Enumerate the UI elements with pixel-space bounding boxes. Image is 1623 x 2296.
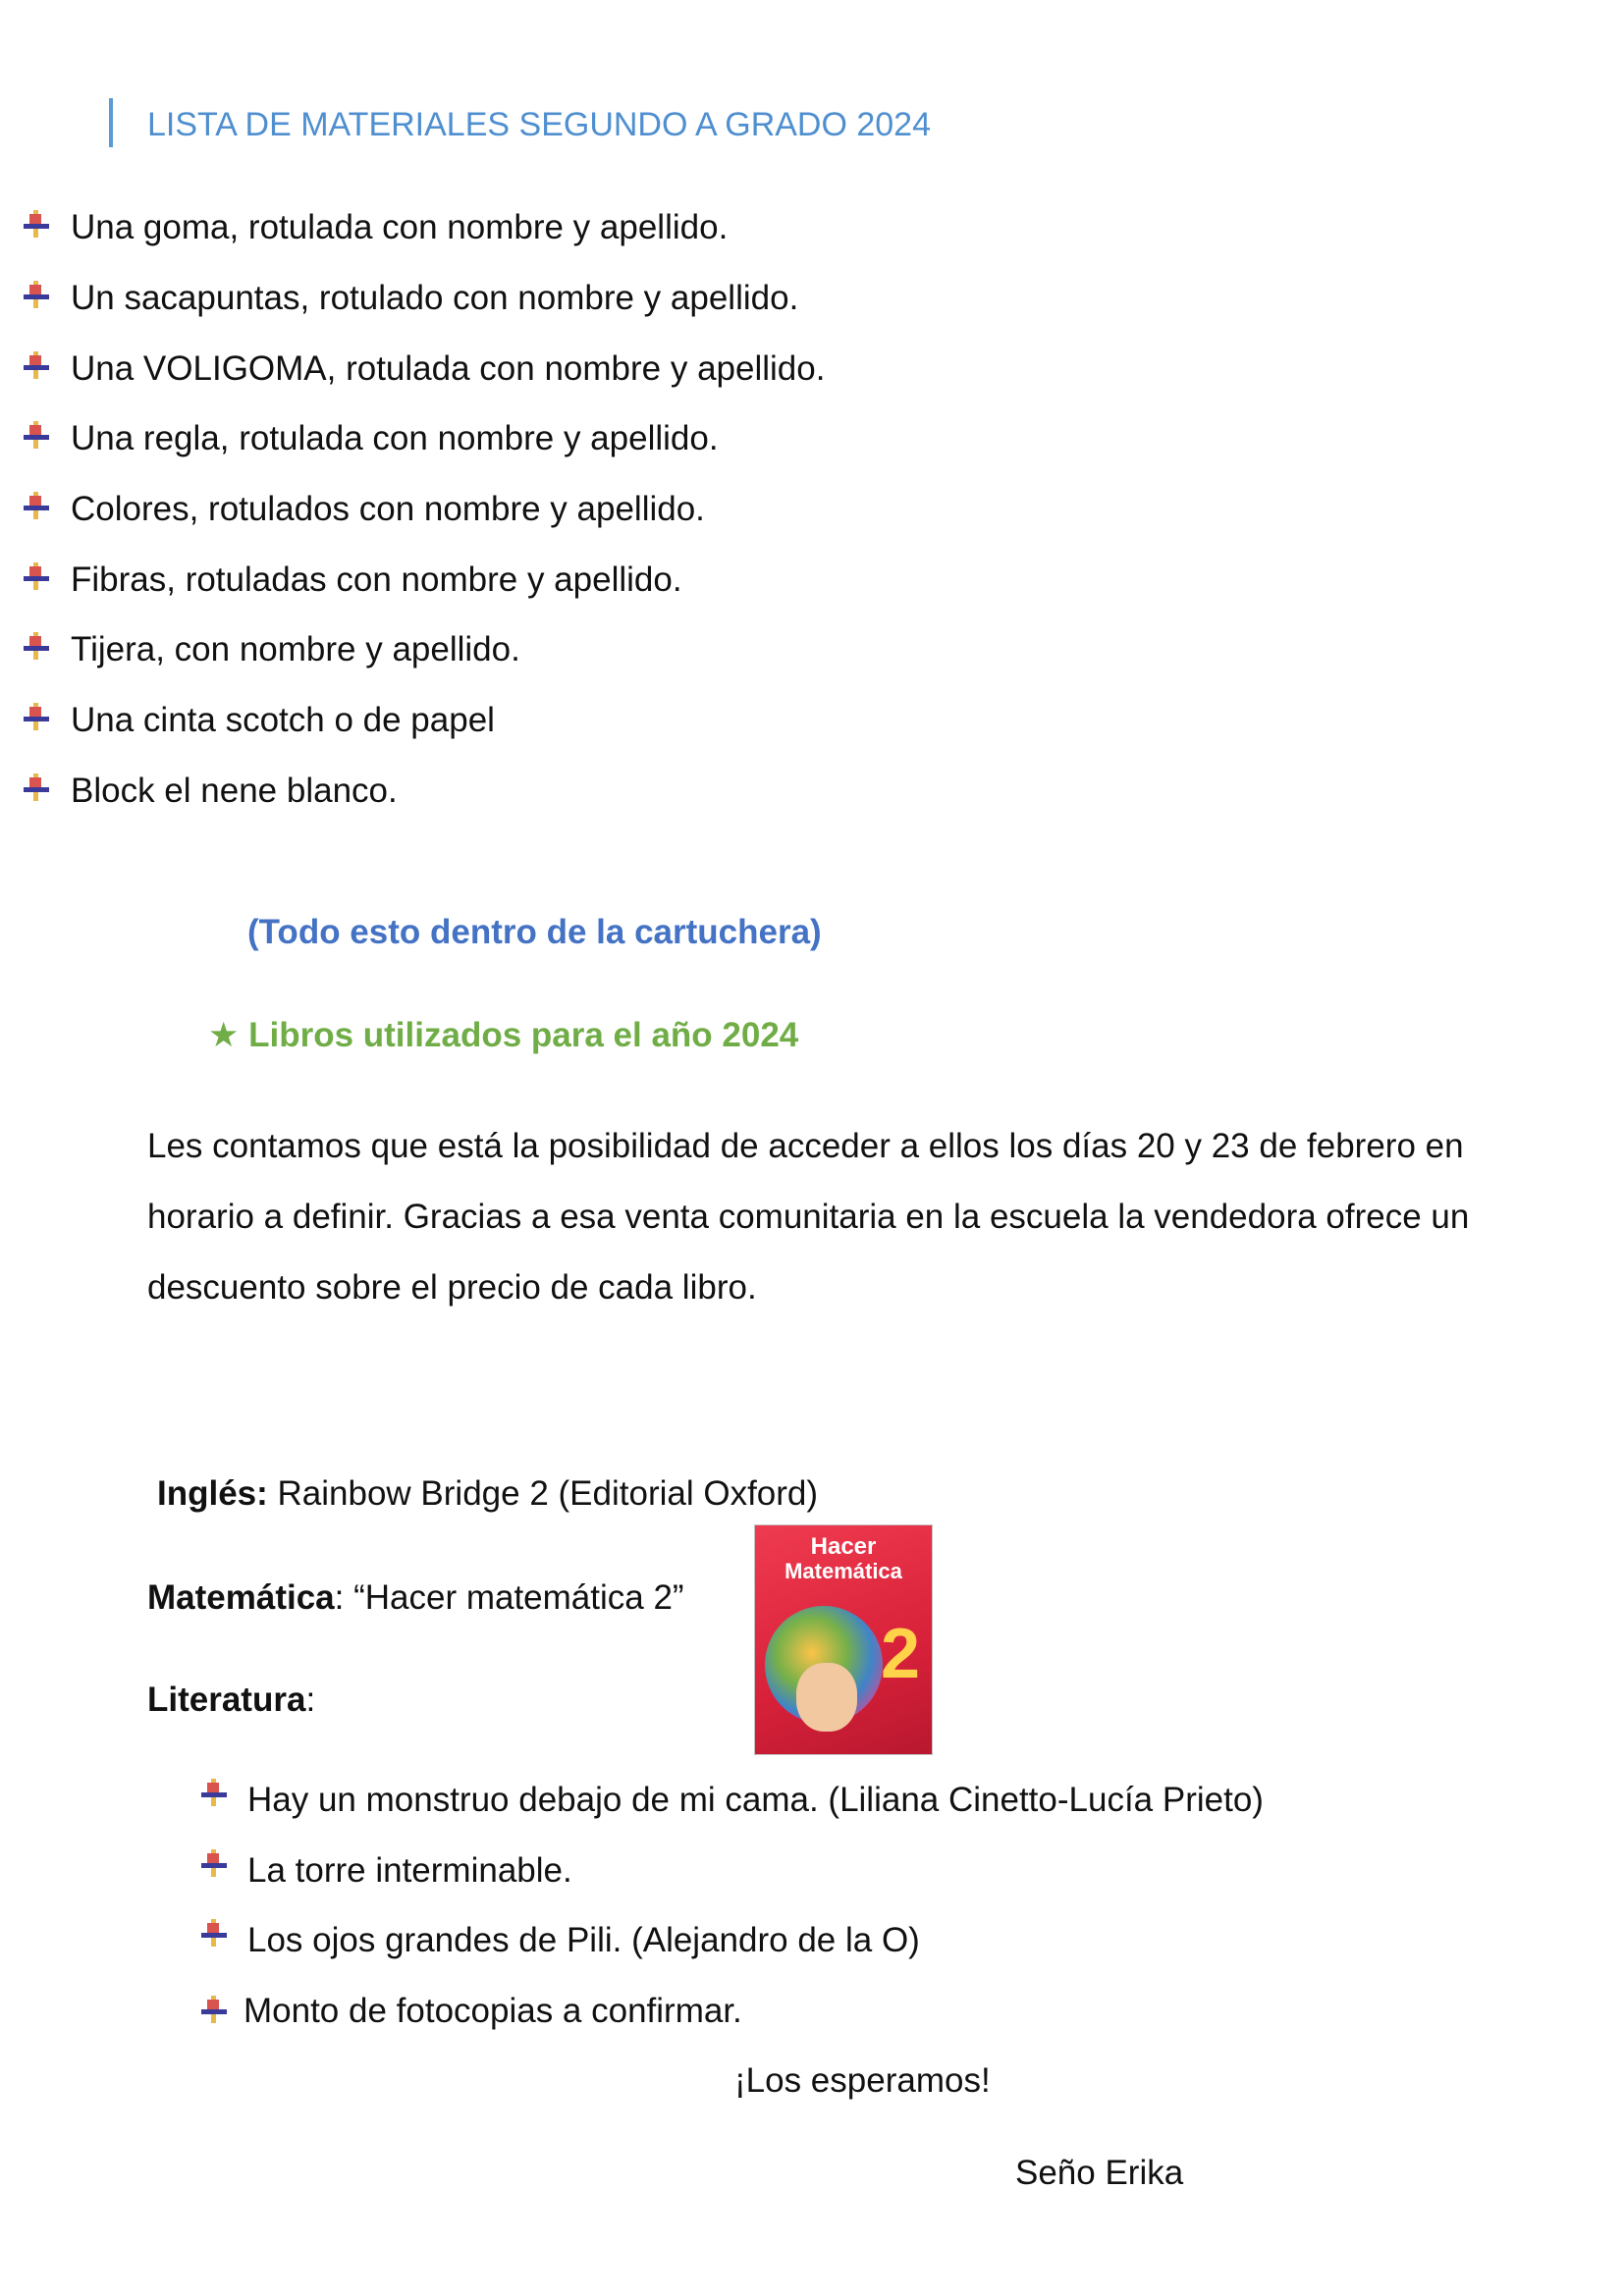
signature: Seño Erika xyxy=(1015,2154,1184,2192)
list-item: Colores, rotulados con nombre y apellido. xyxy=(71,490,705,528)
bullet-icon xyxy=(199,1779,227,1806)
list-item: Una cinta scotch o de papel xyxy=(71,701,495,739)
page-title: LISTA DE MATERIALES SEGUNDO A GRADO 2024 xyxy=(147,106,932,143)
books-heading: ★ Libros utilizados para el año 2024 xyxy=(208,1016,799,1054)
cover-title-line1: Hacer xyxy=(810,1533,877,1560)
math-book xyxy=(147,1578,684,1618)
bullet-icon xyxy=(22,351,49,379)
paragraph-line: descuento sobre el precio de cada libro. xyxy=(147,1268,757,1307)
literature-label: Literatura xyxy=(147,1681,306,1719)
bullet-icon xyxy=(199,1996,227,2023)
list-item: Block el nene blanco. xyxy=(71,772,398,810)
english-value: Rainbow Bridge 2 (Editorial Oxford) xyxy=(267,1474,819,1513)
paragraph-line: Les contamos que está la posibilidad de acceder a ellos los días 20 y 23 de febrero en xyxy=(147,1127,1464,1165)
list-item: Una regla, rotulada con nombre y apellido. xyxy=(71,419,719,457)
cover-child-image xyxy=(796,1663,857,1732)
cover-title-line2: Matemática xyxy=(784,1559,902,1583)
literature-value: : xyxy=(305,1681,316,1719)
title-accent-bar xyxy=(109,98,113,147)
bullet-icon xyxy=(22,703,49,730)
bullet-icon xyxy=(22,492,49,519)
list-item: La torre interminable. xyxy=(247,1851,572,1890)
list-item: Monto de fotocopias a confirmar. xyxy=(243,1992,742,2030)
list-item: Los ojos grandes de Pili. (Alejandro de la O) xyxy=(247,1921,920,1959)
math-value: : “Hacer matemática 2” xyxy=(334,1578,684,1617)
math-book-cover-image xyxy=(754,1524,933,1755)
list-item: Una goma, rotulada con nombre y apellido. xyxy=(71,208,729,246)
english-book xyxy=(157,1474,818,1514)
math-label: Matemática xyxy=(147,1578,335,1617)
list-item: Tijera, con nombre y apellido. xyxy=(71,630,520,668)
bullet-icon xyxy=(22,281,49,308)
list-item: Hay un monstruo debajo de mi cama. (Liliana Cinetto-Lucía Prieto) xyxy=(247,1781,1264,1819)
cover-number: 2 xyxy=(880,1615,920,1693)
list-item: Un sacapuntas, rotulado con nombre y apellido. xyxy=(71,279,799,317)
paragraph-line: horario a definir. Gracias a esa venta comunitaria en la escuela la vendedora ofrece un xyxy=(147,1198,1470,1236)
bullet-icon xyxy=(199,1919,227,1947)
bullet-icon xyxy=(199,1849,227,1877)
bullet-icon xyxy=(22,421,49,449)
bullet-icon xyxy=(22,774,49,801)
pencil-case-note: (Todo esto dentro de la cartuchera) xyxy=(247,913,822,951)
english-label: Inglés: xyxy=(157,1474,268,1513)
bullet-icon xyxy=(22,210,49,238)
bullet-icon xyxy=(22,562,49,590)
closing-text: ¡Los esperamos! xyxy=(734,2061,991,2100)
bullet-icon xyxy=(22,632,49,660)
literature-heading xyxy=(147,1681,315,1720)
list-item: Fibras, rotuladas con nombre y apellido. xyxy=(71,561,682,599)
list-item: Una VOLIGOMA, rotulada con nombre y apellido. xyxy=(71,349,826,388)
